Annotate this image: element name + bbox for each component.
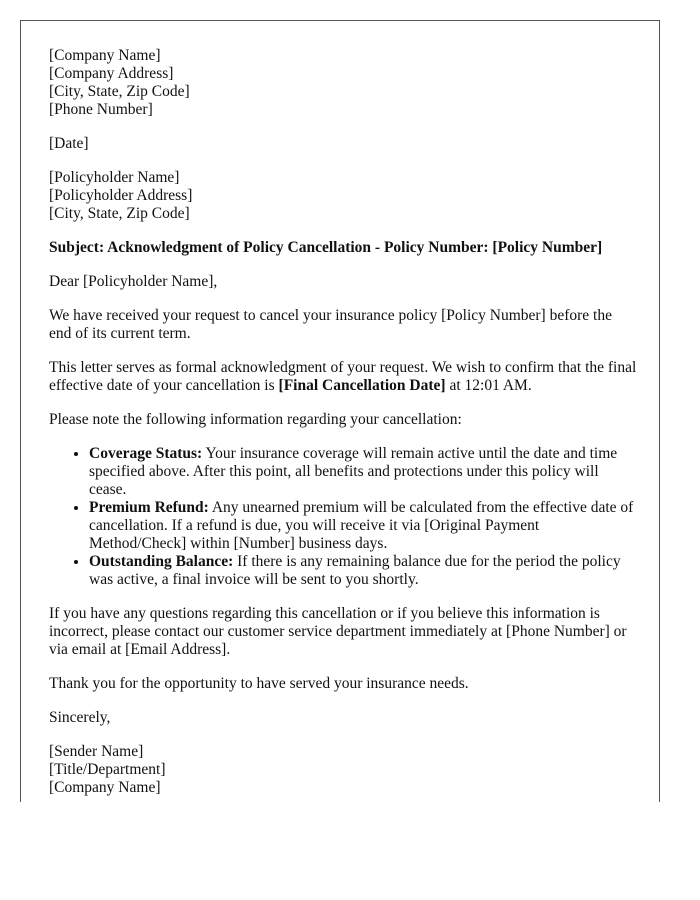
recipient-name: [Policyholder Name] xyxy=(49,169,180,186)
recipient-city-state-zip: [City, State, Zip Code] xyxy=(49,205,190,222)
subject-line: Subject: Acknowledgment of Policy Cancellation - Policy Number: [Policy Number] xyxy=(49,239,603,256)
list-item-coverage-status xyxy=(89,445,637,499)
list-item-label: Outstanding Balance: xyxy=(89,553,234,570)
cancellation-info-list xyxy=(49,445,637,589)
list-item-premium-refund xyxy=(89,499,637,553)
closing: Sincerely, xyxy=(49,709,111,726)
paragraph-request-received: We have received your request to cancel your insurance policy [Policy Number] before the end of its current term. xyxy=(49,307,612,342)
salutation: Dear [Policyholder Name], xyxy=(49,273,218,290)
sender-phone: [Phone Number] xyxy=(49,101,153,118)
paragraph-contact: If you have any questions regarding this cancellation or if you believe this information is incorrect, please contact our customer service department immediately at [Phone Number] or via email at [Email Address]. xyxy=(49,605,627,658)
list-item-text: Your insurance coverage will remain active until the date and time specified above. After this point, all benefits and protections under this policy will cease. xyxy=(89,445,618,498)
sender-company-address: [Company Address] xyxy=(49,65,174,82)
letter-body xyxy=(49,47,637,797)
acknowledgment-text-end: at 12:01 AM. xyxy=(445,377,532,394)
letter-page xyxy=(20,20,660,802)
final-cancellation-date: [Final Cancellation Date] xyxy=(278,377,446,394)
signature-block xyxy=(49,743,637,797)
list-item-label: Coverage Status: xyxy=(89,445,203,462)
sender-company-name: [Company Name] xyxy=(49,47,161,64)
list-item-text: If there is any remaining balance due for the period the policy was active, a final invoice will be sent to you shortly. xyxy=(89,553,621,588)
recipient-address: [Policyholder Address] xyxy=(49,187,193,204)
sender-city-state-zip: [City, State, Zip Code] xyxy=(49,83,190,100)
letter-date: [Date] xyxy=(49,135,89,152)
recipient-address-block xyxy=(49,169,637,223)
list-item-outstanding-balance xyxy=(89,553,637,589)
signature-title: [Title/Department] xyxy=(49,761,166,778)
signature-company-name: [Company Name] xyxy=(49,779,161,796)
list-intro: Please note the following information regarding your cancellation: xyxy=(49,411,462,428)
sender-address-block xyxy=(49,47,637,119)
paragraph-thanks: Thank you for the opportunity to have served your insurance needs. xyxy=(49,675,469,692)
acknowledgment-text-start: This letter serves as formal acknowledgment of your request. We wish to confirm that the final effective date of your cancellation is xyxy=(49,359,637,394)
paragraph-acknowledgment xyxy=(49,359,637,395)
signature-sender-name: [Sender Name] xyxy=(49,743,144,760)
list-item-label: Premium Refund: xyxy=(89,499,209,516)
list-item-text: Any unearned premium will be calculated from the effective date of cancellation. If a refund is due, you will receive it via [Original Payment Method/Check] within [Number] business days. xyxy=(89,499,634,552)
